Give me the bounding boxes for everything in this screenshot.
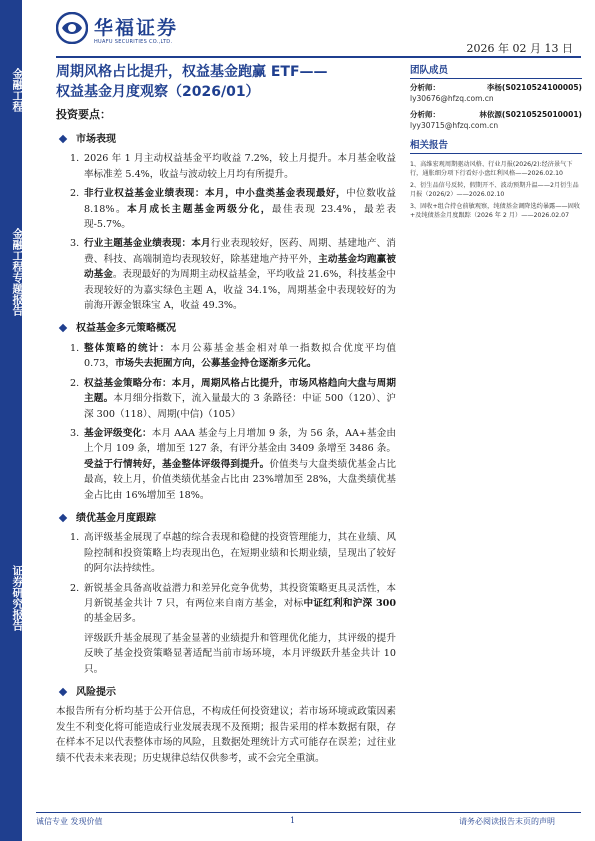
logo-text-cn: 华福证券 [94, 17, 179, 39]
related-reports-list [410, 160, 582, 220]
paragraph: 评级跃升基金展现了基金显著的业绩提升和管理优化能力，其评级的提升反映了基金投资策略显著适配当前市场环境，本月评级跃升基金共计 10 只。 [84, 632, 396, 675]
list-item: 2. 新锐基金具备高收益潜力和差异化竞争优势，其投资策略更具灵活性，本月新锐基金共计 7 只，有两位来自南方基金，对标中证红利和沪深 300的基金居多。 [70, 582, 397, 625]
risk-disclaimer: 本报告所有分析均基于公开信息，不构成任何投资建议；若市场环境或政策因素发生不利变化将可能造成行业发展表现不及预期；报告采用的样本数据有限，存在样本不足以代表整体市场的风险，且数据处理统计方式可能存在误差；过往业绩不代表未来表现；历史规律总结仅供参考，或不会完全重演。 [56, 706, 396, 764]
analyst-name: 林依源(S0210525010001) [479, 110, 582, 119]
investment-highlights-heading: 投资要点： [56, 108, 111, 121]
company-logo [56, 12, 206, 52]
list-item: 1. 高评级基金展现了卓越的综合表现和稳健的投资管理能力，其在业绩、风险控制和投资策略上均表现出色，在短期业绩和长期业绩，呈现出了较好的阿尔法持续性。 [70, 532, 396, 575]
related-reports-heading: 相关报告 [410, 137, 582, 154]
page-number: 1 [290, 816, 296, 825]
footer-slogan: 诚信专业 发现价值 [36, 817, 103, 826]
list-item: 3. 基金评级变化：本月 AAA 基金与上月增加 9 条，为 56 条，AA+基金由上个月 109 条，增加至 127 条，有评分基金由 3409 条增至 3486 条。受益于行情转好，基金整体评级得到提升。价值类与大盘类绩优基金占比最高，较上月，价值类绩优基金占比由 23%增加至 28%，大盘类绩优基金占比由 16%增加至 18%。 [70, 427, 397, 501]
analyst-email[interactable]: ly30676@hfzq.com.cn [410, 93, 494, 103]
list-item: 1. 2026 年 1 月主动权益基金平均收益 7.2%，较上月提升。本月基金收益率标准差 5.4%，收益与波动较上月均有所提升。 [70, 153, 396, 180]
header-divider [56, 56, 581, 58]
main-content [56, 124, 396, 766]
logo-text-en: HUAFU SECURITIES CO.,LTD. [94, 39, 173, 45]
analyst-email[interactable]: lyy30715@hfzq.com.cn [410, 120, 499, 130]
sidebar [410, 62, 582, 223]
related-report-link[interactable]: 2、衍生品信号反转，假期开不、波动预期升温——2月衍生品月报（2026/2）——2026.02.10 [410, 182, 579, 198]
section-heading-strategy: 权益基金多元策略概况 [56, 321, 396, 336]
list-item: 1. 整体策略的统计：本月公募基金基金相对单一指数拟合优度平均值 0.73，市场失去扼囿方向，公募基金持仓逐渐多元化。 [70, 342, 397, 370]
report-title [56, 62, 396, 102]
list-item: 2. 非行业权益基金业绩表现：本月，中小盘类基金表现最好，中位数收益 8.18%。本月成长主题基金两级分化，最佳表现 23.4%，最差表现-5.7%。 [70, 188, 397, 231]
list-item: 2. 权益基金策略分布：本月，周期风格占比提升，市场风格趋向大盘与周期主题。本月细分指数下，流入量最大的 3 条路径：中证 500（120）、沪深 300（118）、周期(中信)（105） [70, 377, 397, 420]
list-item: 3. 行业主题基金业绩表现：本月行业表现较好，医药、周期、基建地产、消费、科技、高端制造均表现较好，除基建地产持平外，主动基金均跑赢被动基金。表现最好的为周期主动权益基金，平均收益 21.6%，科技基金中表现较好的为嘉实绿色主题 A，收益 34.1%，周期基金中表现较好的为前海开源金银珠宝 A，收益 49.3%。 [70, 238, 397, 312]
report-date: 2026 年 02 月 13 日 [466, 42, 573, 55]
title-line-2: 权益基金月度观察（2026/01） [56, 84, 260, 100]
section-heading-market: 市场表现 [56, 132, 396, 147]
band-label-report-type: 金融工程专题报告 [11, 228, 24, 316]
title-line-1: 周期风格占比提升，权益基金跑赢 ETF—— [56, 64, 328, 80]
footer-disclaimer: 请务必阅读报告末页的声明 [459, 817, 555, 826]
team-heading: 团队成员 [410, 62, 582, 79]
logo-mark-icon [56, 12, 88, 44]
footer-divider [36, 812, 581, 813]
section-heading-top-funds: 绩优基金月度跟踪 [56, 511, 396, 526]
analyst-name: 李杨(S0210524100005) [486, 83, 582, 92]
band-label-finance-engineering: 金融工程 [11, 68, 24, 112]
related-report-link[interactable]: 3、固收+组合持仓前敏观察，纯债基金调降选约暴露——固收+及纯债基金月度跟踪（2026 年 2 月）——2026.02.07 [410, 203, 580, 219]
related-report-link[interactable]: 1、高维宏观周期驱动风格、行业月报(2026/2):经济景气下行，通胀细分项下行看好小盘红利风格——2026.02.10 [410, 161, 573, 177]
analyst-entry: 分析师： 李杨(S0210524100005) ly30676@hfzq.com.cn [410, 83, 582, 103]
band-label-securities-research: 证券研究报告 [11, 565, 24, 631]
section-heading-risk: 风险提示 [56, 685, 396, 700]
left-side-band [0, 0, 22, 841]
analyst-entry: 分析师： 林依源(S0210525010001) lyy30715@hfzq.com.cn [410, 110, 582, 130]
